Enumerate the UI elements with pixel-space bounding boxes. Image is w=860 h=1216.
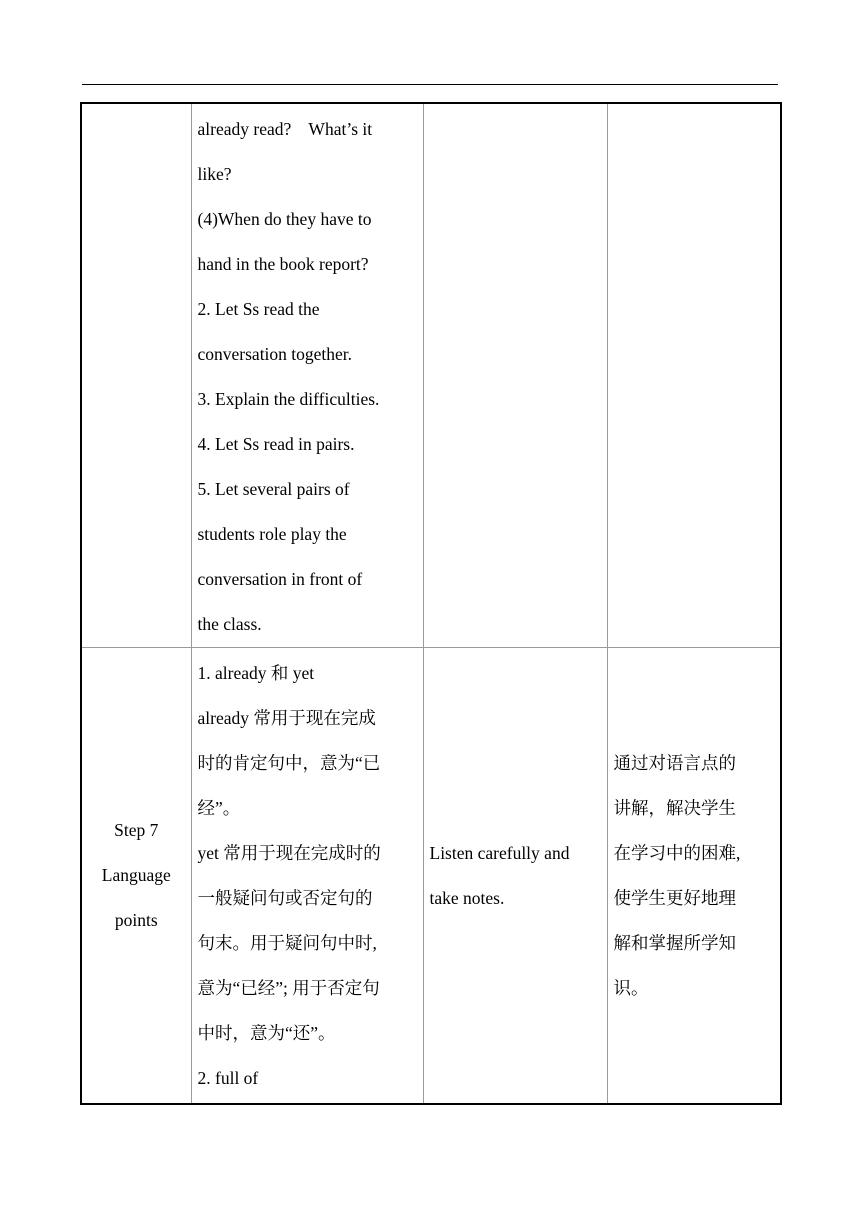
text-line: conversation together. xyxy=(197,344,353,364)
text-line: 通过对语言点的 xyxy=(613,752,736,773)
header-rule xyxy=(82,84,778,85)
text-line: (4)When do they have to xyxy=(197,209,372,229)
lesson-plan-table xyxy=(80,102,782,1105)
text-line: 2. full of xyxy=(197,1068,259,1088)
text-line: hand in the book report? xyxy=(197,254,369,274)
text-line: 讲解，解决学生 xyxy=(613,797,736,818)
text-line: students role play the xyxy=(197,524,347,544)
text-line: 4. Let Ss read in pairs. xyxy=(197,434,355,454)
text-line: 句末。用于疑问句中时, xyxy=(197,933,377,953)
step-label-line: Step 7 xyxy=(114,820,159,840)
text-line: 5. Let several pairs of xyxy=(197,479,350,499)
text-line: Listen carefully and xyxy=(429,842,570,863)
text-line: 解和掌握所学知 xyxy=(613,932,736,953)
text-line: already read? What’s it xyxy=(197,119,373,139)
text-line: 经”。 xyxy=(197,798,241,818)
step-cell xyxy=(81,103,191,648)
text-line: already 常用于现在完成 xyxy=(197,708,376,728)
text-line: 在学习中的困难, xyxy=(613,842,741,863)
student-activity-cell xyxy=(423,103,607,648)
table-row xyxy=(81,648,781,1105)
step-label-line: Language xyxy=(101,865,171,885)
text-line: 一般疑问句或否定句的 xyxy=(197,888,373,908)
text-line: yet 常用于现在完成时的 xyxy=(197,843,381,863)
text-line: conversation in front of xyxy=(197,569,363,589)
text-line: the class. xyxy=(197,614,262,634)
text-line: like? xyxy=(197,164,232,184)
purpose-cell xyxy=(607,103,781,648)
text-line: 中时，意为“还”。 xyxy=(197,1023,336,1043)
purpose-cell xyxy=(607,648,781,1105)
text-line: 意为“已经”; 用于否定句 xyxy=(197,978,380,998)
student-activity-cell xyxy=(423,648,607,1105)
teacher-activity-cell xyxy=(191,103,423,648)
teacher-activity-cell xyxy=(191,648,423,1105)
text-line: 2. Let Ss read the xyxy=(197,299,320,319)
text-line: 识。 xyxy=(613,977,649,998)
text-line: 时的肯定句中，意为“已 xyxy=(197,753,381,773)
text-line: 1. already 和 yet xyxy=(197,663,315,683)
step-label-line: points xyxy=(114,910,158,930)
text-line: 3. Explain the difficulties. xyxy=(197,389,380,409)
text-line: 使学生更好地理 xyxy=(613,887,736,908)
text-line: take notes. xyxy=(429,887,505,908)
step-cell xyxy=(81,648,191,1105)
table-row xyxy=(81,103,781,648)
